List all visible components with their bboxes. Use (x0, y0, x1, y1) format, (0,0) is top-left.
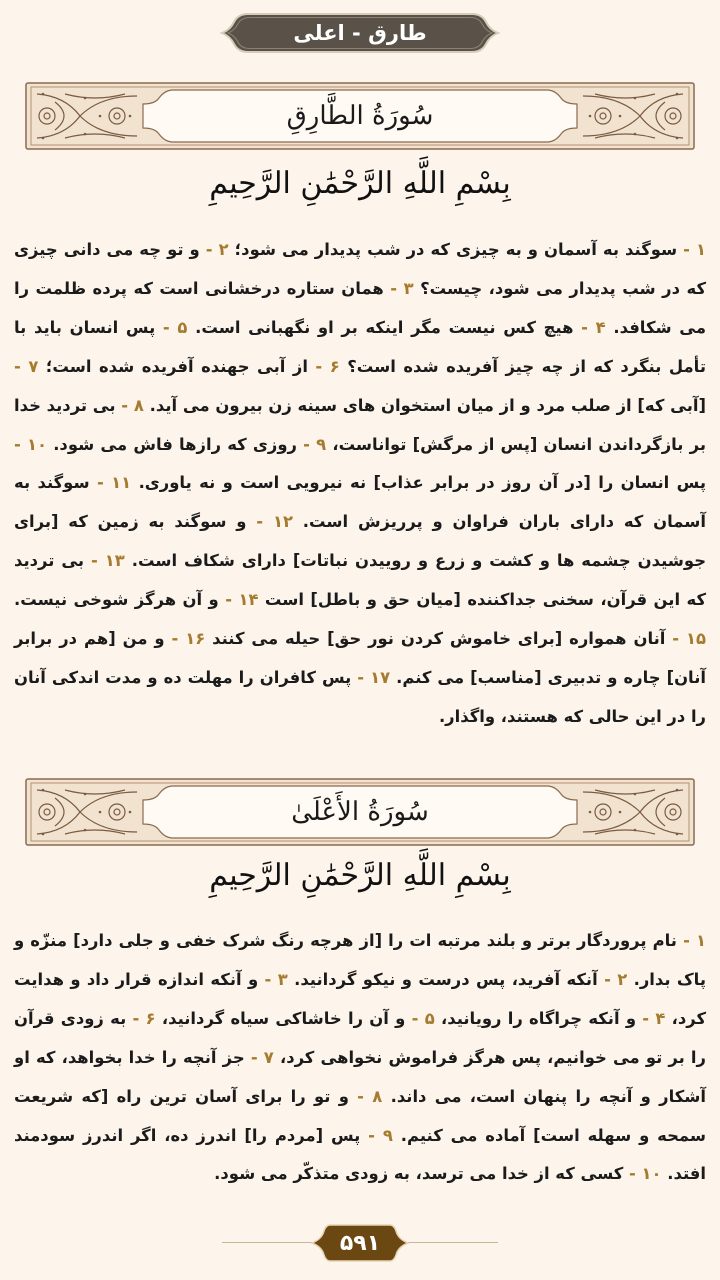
verse-text: جز آنچه را خدا بخواهد، که او آشکار و آنچه را پنهان است، می داند. (14, 1047, 706, 1106)
page-number-badge (308, 1222, 412, 1264)
verse-text: بی تردید خدا بر بازگرداندن انسان [پس از مرگش] تواناست، (14, 395, 706, 454)
verse-number: ۸ (372, 1086, 383, 1106)
verse-separator: - (89, 473, 112, 493)
verse-separator: - (218, 590, 239, 610)
verses-block (14, 922, 706, 1194)
verse-separator: - (383, 278, 404, 298)
verse-text: پس [مردم را] اندرز ده، اگر اندرز سودمند افتد. (14, 1125, 706, 1184)
verse-number: ۷ (28, 356, 39, 376)
surah-name: سُورَةُ الأَعْلَىٰ (291, 797, 429, 827)
verse-text: هیچ کس نیست مگر اینکه بر او نگهبانی است. (195, 317, 574, 337)
verse-number: ۱۰ (641, 1164, 662, 1184)
verse (441, 1009, 665, 1028)
verse-text: پس کافران را مهلت ده و مدت اندکی آنان را در این حالی که هستند، واگذار. (14, 667, 706, 726)
surah-header-frame (25, 82, 695, 150)
verse-separator: - (677, 240, 696, 259)
verse-number: ۱۵ (686, 629, 707, 649)
verse-number: ۶ (329, 356, 340, 376)
verse-separator: - (573, 317, 596, 337)
verse-text: آنکه آفرید، پس درست و نیکو گردانید. (294, 969, 598, 989)
verse-text: و آن هرگز شوخی نیست. (14, 590, 219, 610)
verse-separator: - (405, 1008, 425, 1028)
surah-title-header (220, 10, 500, 56)
verse-separator: - (115, 395, 134, 415)
verse (46, 357, 340, 376)
verse-number: ۴ (595, 317, 606, 337)
verse-separator: - (84, 551, 105, 571)
verse-number: ۹ (316, 434, 327, 454)
verse-text: بی تردید که این قرآن، سخنی جداکننده [میان حق و باطل] است (14, 551, 706, 610)
verse (214, 1164, 661, 1183)
verse-separator: - (14, 434, 27, 454)
verse-separator: - (258, 969, 278, 989)
verse (162, 1009, 435, 1028)
verse-separator: - (164, 629, 186, 649)
verse-text: همان ستاره درخشانی است که پرده ظلمت را می شکافد. (14, 278, 707, 337)
verse-number: ۱ (695, 931, 706, 950)
verse-separator: - (348, 1086, 373, 1106)
verse-text: و آنکه اندازه قرار داد و هدایت کرد، (14, 969, 707, 1028)
verse-text: سوگند به آسمان که دارای باران فراوان و پرریزش است. (14, 473, 706, 532)
verse-separator: - (636, 1008, 656, 1028)
verse-number: ۱۲ (272, 512, 293, 532)
verse-text: و تو را برای آسان ترین راه [که شریعت سمحه و سهله است] آماده می کنیم. (14, 1086, 706, 1145)
verse-number: ۱۱ (111, 473, 132, 493)
verse-separator: - (676, 931, 696, 950)
verse-number: ۶ (145, 1008, 156, 1028)
verse-separator: - (199, 240, 219, 259)
verse-separator: - (665, 629, 686, 649)
verse-separator: - (126, 1008, 146, 1028)
verse-number: ۵ (177, 317, 188, 337)
verse (235, 240, 706, 259)
verse-text: آنان همواره [برای خاموش کردن نور حق] حیله می کنند (212, 629, 666, 649)
verse-number: ۱۷ (370, 667, 391, 687)
verses-block (14, 231, 706, 737)
verse-separator: - (351, 667, 371, 687)
verse-separator: - (246, 512, 273, 532)
verse-number: ۵ (424, 1008, 435, 1028)
verse-text: از آبی جهنده آفریده شده است؛ (45, 356, 308, 376)
verse-separator: - (360, 1125, 383, 1145)
verse-text: و من [هم در برابر آنان] چاره و تدبیری [مناسب] می کنم. (14, 629, 706, 687)
verse-number: ۳ (403, 278, 414, 298)
verse-separator: - (244, 1047, 264, 1067)
verse-text: و سوگند به زمین که [برای جوشیدن چشمه ها و کشت و زرع و روییدن نباتات] دارای شکاف است. (14, 512, 707, 571)
verse-number: ۸ (133, 395, 144, 415)
verse-number: ۲ (218, 240, 229, 259)
verse-number: ۴ (655, 1008, 666, 1028)
verse-separator: - (623, 1164, 642, 1184)
header-title: طارق - اعلی (293, 21, 427, 45)
verse-text: به زودی قرآن را بر تو می خوانیم، پس هرگز فراموش نخواهی کرد، (14, 1008, 706, 1067)
verse-separator: - (14, 356, 29, 376)
verse (14, 590, 258, 609)
verse (53, 435, 326, 454)
verse-number: ۱۳ (104, 551, 125, 571)
basmala: بِسْمِ اللَّهِ الرَّحْمَٰنِ الرَّحِيمِ (209, 166, 511, 201)
verse-text: پس انسان باید با تأمل بنگرد که از چه چیز آفریده شده است؟ (14, 317, 706, 376)
verse-text: نام پروردگار برتر و بلند مرتبه ات را [از هرچه رنگ شرک خفی و جلی دارد] منزّه و پاک بدار. (14, 931, 706, 989)
verse-text: و آنکه چراگاه را رویانید، (441, 1008, 637, 1028)
basmala: بِسْمِ اللَّهِ الرَّحْمَٰنِ الرَّحِيمِ (209, 858, 511, 893)
verse-number: ۹ (382, 1125, 393, 1145)
verse-number: ۱ (695, 240, 706, 259)
verse-separator: - (307, 356, 330, 376)
verse-number: ۲ (617, 969, 628, 989)
verse-text: سوگند به آسمان و به چیزی که در شب پدیدار می شود؛ (234, 240, 678, 259)
verse-text: کسی که از خدا می ترسد، به زودی متذکّر می شود. (214, 1164, 624, 1184)
verse-separator: - (597, 969, 618, 989)
page-number: ۵۹۱ (339, 1230, 381, 1256)
verse-number: ۱۶ (185, 629, 206, 649)
verse (195, 318, 606, 337)
divider-line-right (408, 1242, 498, 1243)
verse-number: ۳ (277, 969, 288, 989)
verse-separator: - (155, 317, 178, 337)
divider-line-left (222, 1242, 312, 1243)
surah-header-frame (25, 778, 695, 846)
verse-text: [آبی که] از صلب مرد و از میان استخوان های سینه زن بیرون می آید. (149, 395, 706, 415)
verse-text: و تو چه می دانی چیزی که در شب پدیدار می شود، چیست؟ (14, 240, 706, 298)
surah-name: سُورَةُ الطَّارِقِ (286, 101, 434, 131)
verse-text: و آن را خاشاکی سیاه گردانید، (161, 1008, 406, 1028)
verse-text: پس انسان را [در آن روز در برابر عذاب] نه نیرویی است و نه یاوری. (138, 473, 706, 493)
verse (212, 629, 706, 648)
verse-separator: - (296, 434, 317, 454)
verse-number: ۱۴ (238, 590, 259, 610)
verse-text: روزی که رازها فاش می شود. (53, 434, 297, 454)
verse (294, 970, 627, 989)
verse-number: ۱۰ (27, 434, 48, 454)
verse-number: ۷ (263, 1047, 274, 1067)
